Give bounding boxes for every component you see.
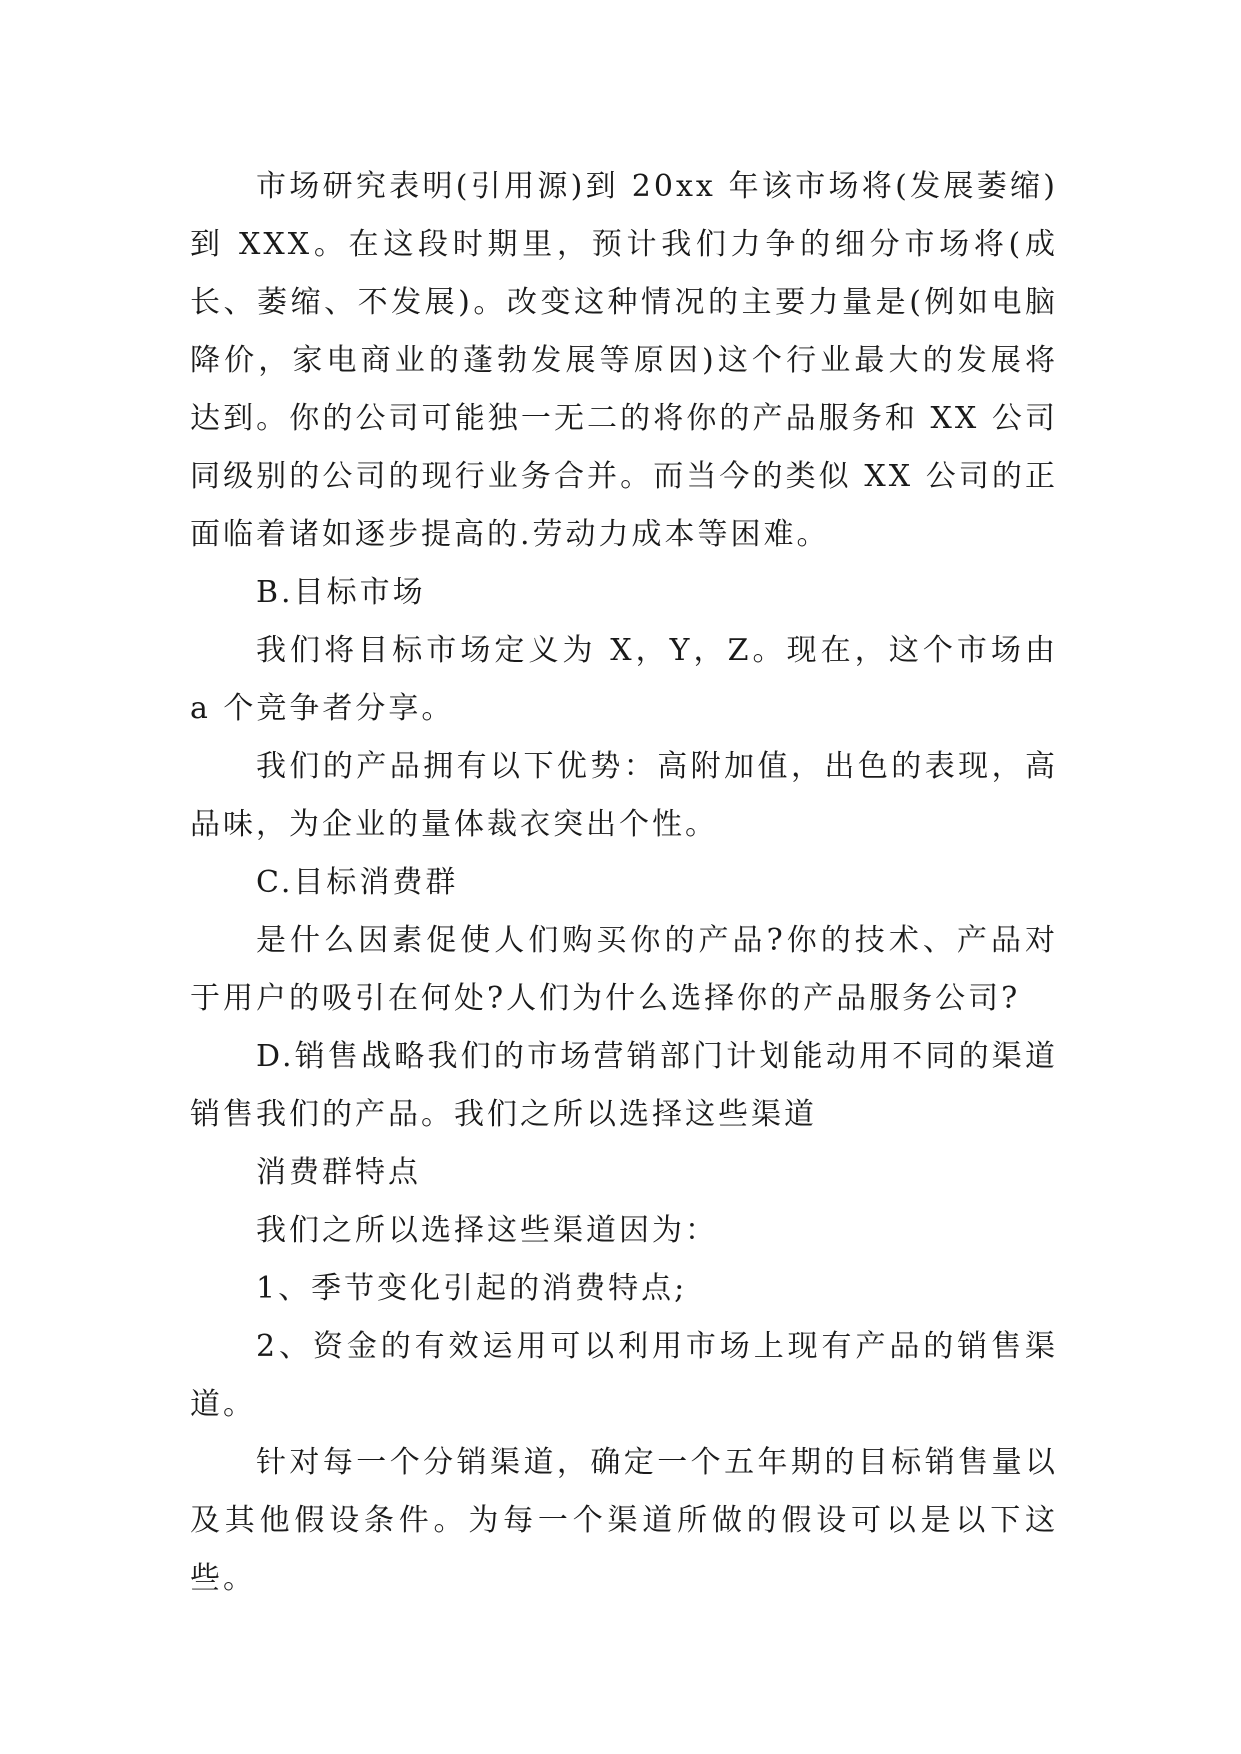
heading-target-consumers: C.目标消费群: [256, 865, 459, 900]
paragraph-sales-strategy: D.销售战略我们的市场营销部门计划能动用不同的渠道销售我们的产品。我们之所以选择这些渠道: [190, 1039, 1058, 1132]
heading-target-market: B.目标市场: [256, 575, 426, 610]
paragraph-channel-reasons: 我们之所以选择这些渠道因为：: [256, 1213, 718, 1248]
paragraph-consumer-questions: 是什么因素促使人们购买你的产品?你的技术、产品对于用户的吸引在何处?人们为什么选择你的产品服务公司?: [190, 923, 1058, 1016]
paragraph-target-market-definition: 我们将目标市场定义为 X，Y，Z。现在，这个市场由 a 个竞争者分享。: [190, 633, 1058, 726]
document-page: [190, 158, 1058, 1608]
paragraph-market-research: 市场研究表明(引用源)到 20xx 年该市场将(发展萎缩)到 XXX。在这段时期里，预计我们力争的细分市场将(成长、萎缩、不发展)。改变这种情况的主要力量是(例如电脑降价，家电商业的蓬勃发展等原因)这个行业最大的发展将达到。你的公司可能独一无二的将你的产品服务和 XX 公司同级别的公司的现行业务合并。而当今的类似 XX 公司的正面临着诸如逐步提高的.劳动力成本等困难。: [190, 169, 1058, 552]
heading-consumer-characteristics: 消费群特点: [256, 1155, 421, 1190]
paragraph-product-advantages: 我们的产品拥有以下优势：高附加值，出色的表现，高品味，为企业的量体裁衣突出个性。: [190, 749, 1058, 842]
list-item-1: 1、季节变化引起的消费特点;: [256, 1271, 688, 1306]
paragraph-channel-targets: 针对每一个分销渠道，确定一个五年期的目标销售量以及其他假设条件。为每一个渠道所做的假设可以是以下这些。: [190, 1445, 1058, 1596]
list-item-2: 2、资金的有效运用可以利用市场上现有产品的销售渠道。: [190, 1329, 1058, 1422]
